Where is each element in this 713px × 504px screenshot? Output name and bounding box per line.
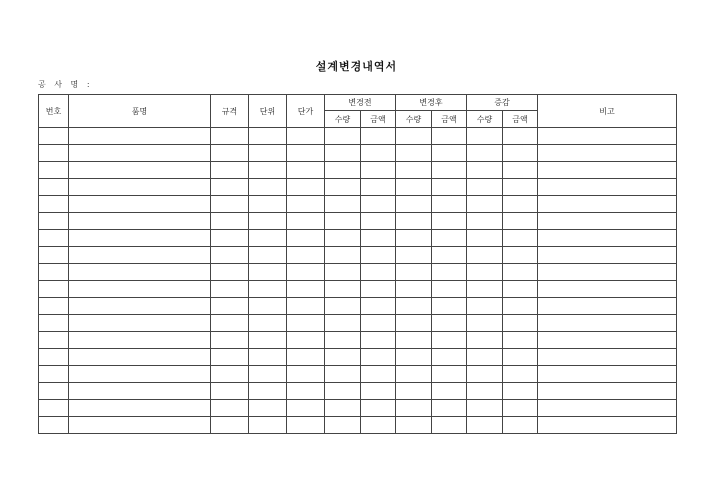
cell-spec — [211, 264, 249, 281]
table-row — [39, 264, 677, 281]
cell-before-quantity — [325, 264, 361, 281]
cell-before-quantity — [325, 128, 361, 145]
header-remarks: 비고 — [538, 95, 677, 128]
cell-after-quantity — [396, 196, 432, 213]
cell-unit — [249, 230, 287, 247]
cell-unit — [249, 196, 287, 213]
cell-spec — [211, 281, 249, 298]
table-row — [39, 417, 677, 434]
table-row — [39, 349, 677, 366]
cell-diff-quantity — [467, 247, 503, 264]
cell-unit — [249, 213, 287, 230]
cell-spec — [211, 128, 249, 145]
cell-before-quantity — [325, 298, 361, 315]
cell-after-quantity — [396, 417, 432, 434]
cell-after-quantity — [396, 400, 432, 417]
cell-unit-price — [287, 213, 325, 230]
cell-diff-amount — [503, 332, 538, 349]
header-after-change: 변경후 — [396, 95, 467, 111]
cell-after-quantity — [396, 128, 432, 145]
cell-before-quantity — [325, 281, 361, 298]
cell-unit-price — [287, 366, 325, 383]
cell-diff-amount — [503, 315, 538, 332]
cell-diff-amount — [503, 145, 538, 162]
cell-after-amount — [432, 400, 467, 417]
header-increase-decrease: 증감 — [467, 95, 538, 111]
cell-unit-price — [287, 281, 325, 298]
header-before-amount: 금액 — [361, 111, 396, 128]
cell-remarks — [538, 281, 677, 298]
cell-diff-quantity — [467, 264, 503, 281]
cell-diff-amount — [503, 179, 538, 196]
cell-before-amount — [361, 264, 396, 281]
cell-after-quantity — [396, 145, 432, 162]
cell-remarks — [538, 349, 677, 366]
cell-before-amount — [361, 145, 396, 162]
cell-no — [39, 196, 69, 213]
cell-remarks — [538, 128, 677, 145]
table-row — [39, 196, 677, 213]
cell-before-amount — [361, 332, 396, 349]
cell-diff-amount — [503, 400, 538, 417]
cell-no — [39, 366, 69, 383]
header-unit: 단위 — [249, 95, 287, 128]
cell-item-name — [69, 315, 211, 332]
cell-after-quantity — [396, 281, 432, 298]
cell-after-quantity — [396, 247, 432, 264]
cell-spec — [211, 230, 249, 247]
cell-before-quantity — [325, 366, 361, 383]
cell-no — [39, 145, 69, 162]
cell-spec — [211, 349, 249, 366]
cell-unit — [249, 179, 287, 196]
table-row — [39, 400, 677, 417]
cell-diff-amount — [503, 230, 538, 247]
cell-after-amount — [432, 383, 467, 400]
cell-no — [39, 247, 69, 264]
table-row — [39, 230, 677, 247]
cell-remarks — [538, 179, 677, 196]
cell-diff-amount — [503, 264, 538, 281]
cell-after-amount — [432, 264, 467, 281]
cell-before-amount — [361, 417, 396, 434]
cell-unit — [249, 417, 287, 434]
cell-item-name — [69, 264, 211, 281]
cell-unit — [249, 264, 287, 281]
cell-before-quantity — [325, 349, 361, 366]
cell-unit-price — [287, 264, 325, 281]
cell-item-name — [69, 162, 211, 179]
table-row — [39, 281, 677, 298]
cell-after-quantity — [396, 162, 432, 179]
cell-remarks — [538, 417, 677, 434]
project-name-label: 공 사 명 : — [38, 80, 93, 89]
cell-diff-amount — [503, 298, 538, 315]
cell-remarks — [538, 366, 677, 383]
cell-after-amount — [432, 196, 467, 213]
cell-unit-price — [287, 128, 325, 145]
cell-before-amount — [361, 281, 396, 298]
cell-spec — [211, 162, 249, 179]
document-title: 설계변경내역서 — [315, 60, 398, 73]
cell-after-amount — [432, 298, 467, 315]
cell-spec — [211, 196, 249, 213]
cell-after-quantity — [396, 213, 432, 230]
cell-no — [39, 230, 69, 247]
cell-diff-quantity — [467, 213, 503, 230]
cell-before-quantity — [325, 162, 361, 179]
cell-item-name — [69, 400, 211, 417]
cell-unit-price — [287, 383, 325, 400]
cell-diff-quantity — [467, 349, 503, 366]
cell-unit — [249, 383, 287, 400]
header-before-quantity: 수량 — [325, 111, 361, 128]
cell-before-quantity — [325, 383, 361, 400]
header-diff-amount: 금액 — [503, 111, 538, 128]
cell-item-name — [69, 417, 211, 434]
cell-unit — [249, 400, 287, 417]
cell-unit-price — [287, 179, 325, 196]
cell-remarks — [538, 383, 677, 400]
table-row — [39, 366, 677, 383]
header-item-name: 품명 — [69, 95, 211, 128]
cell-remarks — [538, 400, 677, 417]
cell-no — [39, 128, 69, 145]
cell-before-amount — [361, 179, 396, 196]
cell-after-amount — [432, 247, 467, 264]
cell-after-amount — [432, 230, 467, 247]
cell-unit — [249, 281, 287, 298]
cell-diff-quantity — [467, 366, 503, 383]
cell-unit-price — [287, 349, 325, 366]
table-body — [39, 128, 677, 434]
table-row — [39, 145, 677, 162]
cell-item-name — [69, 230, 211, 247]
cell-no — [39, 179, 69, 196]
cell-no — [39, 349, 69, 366]
cell-diff-amount — [503, 417, 538, 434]
header-spec: 규격 — [211, 95, 249, 128]
cell-remarks — [538, 213, 677, 230]
cell-diff-amount — [503, 196, 538, 213]
cell-before-amount — [361, 400, 396, 417]
cell-diff-amount — [503, 281, 538, 298]
cell-no — [39, 162, 69, 179]
header-diff-quantity: 수량 — [467, 111, 503, 128]
table-row — [39, 332, 677, 349]
cell-item-name — [69, 145, 211, 162]
cell-after-quantity — [396, 366, 432, 383]
cell-diff-quantity — [467, 315, 503, 332]
cell-unit — [249, 332, 287, 349]
cell-after-amount — [432, 145, 467, 162]
header-before-change: 변경전 — [325, 95, 396, 111]
cell-diff-quantity — [467, 162, 503, 179]
cell-diff-quantity — [467, 230, 503, 247]
cell-after-amount — [432, 315, 467, 332]
cell-after-amount — [432, 281, 467, 298]
cell-before-quantity — [325, 213, 361, 230]
table-row — [39, 162, 677, 179]
cell-remarks — [538, 162, 677, 179]
cell-before-amount — [361, 349, 396, 366]
cell-after-quantity — [396, 298, 432, 315]
cell-diff-quantity — [467, 298, 503, 315]
cell-after-amount — [432, 128, 467, 145]
cell-remarks — [538, 332, 677, 349]
cell-unit-price — [287, 417, 325, 434]
cell-unit-price — [287, 315, 325, 332]
cell-spec — [211, 417, 249, 434]
cell-before-amount — [361, 298, 396, 315]
header-after-quantity: 수량 — [396, 111, 432, 128]
cell-item-name — [69, 298, 211, 315]
cell-diff-amount — [503, 213, 538, 230]
cell-before-quantity — [325, 247, 361, 264]
cell-diff-amount — [503, 247, 538, 264]
cell-diff-quantity — [467, 383, 503, 400]
cell-before-amount — [361, 128, 396, 145]
cell-after-quantity — [396, 230, 432, 247]
cell-diff-amount — [503, 162, 538, 179]
table-row — [39, 128, 677, 145]
cell-unit — [249, 247, 287, 264]
cell-no — [39, 281, 69, 298]
cell-after-quantity — [396, 179, 432, 196]
table-row — [39, 315, 677, 332]
cell-spec — [211, 332, 249, 349]
cell-before-quantity — [325, 315, 361, 332]
change-details-table — [38, 94, 677, 434]
cell-diff-quantity — [467, 145, 503, 162]
cell-before-amount — [361, 230, 396, 247]
cell-unit-price — [287, 247, 325, 264]
cell-before-amount — [361, 213, 396, 230]
cell-after-amount — [432, 179, 467, 196]
cell-item-name — [69, 349, 211, 366]
header-after-amount: 금액 — [432, 111, 467, 128]
cell-item-name — [69, 247, 211, 264]
cell-after-quantity — [396, 315, 432, 332]
cell-item-name — [69, 383, 211, 400]
header-no: 번호 — [39, 95, 69, 128]
cell-item-name — [69, 179, 211, 196]
cell-after-quantity — [396, 349, 432, 366]
cell-spec — [211, 366, 249, 383]
header-unit-price: 단가 — [287, 95, 325, 128]
cell-spec — [211, 145, 249, 162]
cell-diff-quantity — [467, 400, 503, 417]
cell-item-name — [69, 366, 211, 383]
cell-spec — [211, 213, 249, 230]
cell-unit — [249, 315, 287, 332]
cell-remarks — [538, 264, 677, 281]
cell-spec — [211, 383, 249, 400]
cell-no — [39, 315, 69, 332]
cell-before-quantity — [325, 332, 361, 349]
cell-no — [39, 417, 69, 434]
cell-no — [39, 383, 69, 400]
cell-diff-amount — [503, 128, 538, 145]
cell-before-amount — [361, 247, 396, 264]
cell-remarks — [538, 145, 677, 162]
cell-remarks — [538, 315, 677, 332]
cell-no — [39, 298, 69, 315]
cell-before-amount — [361, 366, 396, 383]
cell-after-amount — [432, 366, 467, 383]
cell-before-amount — [361, 162, 396, 179]
cell-diff-quantity — [467, 281, 503, 298]
table-row — [39, 298, 677, 315]
cell-diff-quantity — [467, 179, 503, 196]
cell-remarks — [538, 196, 677, 213]
cell-before-quantity — [325, 179, 361, 196]
cell-spec — [211, 298, 249, 315]
cell-diff-amount — [503, 366, 538, 383]
cell-before-quantity — [325, 230, 361, 247]
cell-spec — [211, 315, 249, 332]
cell-unit-price — [287, 400, 325, 417]
cell-before-quantity — [325, 417, 361, 434]
cell-item-name — [69, 332, 211, 349]
table-row — [39, 383, 677, 400]
cell-item-name — [69, 281, 211, 298]
cell-diff-quantity — [467, 417, 503, 434]
cell-unit-price — [287, 332, 325, 349]
cell-after-amount — [432, 349, 467, 366]
cell-before-amount — [361, 315, 396, 332]
cell-unit-price — [287, 298, 325, 315]
cell-remarks — [538, 247, 677, 264]
cell-unit-price — [287, 196, 325, 213]
cell-spec — [211, 400, 249, 417]
cell-after-amount — [432, 162, 467, 179]
cell-diff-quantity — [467, 332, 503, 349]
cell-after-quantity — [396, 264, 432, 281]
cell-no — [39, 400, 69, 417]
cell-unit-price — [287, 162, 325, 179]
table-row — [39, 247, 677, 264]
cell-after-amount — [432, 213, 467, 230]
cell-no — [39, 264, 69, 281]
cell-unit-price — [287, 145, 325, 162]
cell-remarks — [538, 230, 677, 247]
cell-before-amount — [361, 383, 396, 400]
cell-remarks — [538, 298, 677, 315]
cell-diff-amount — [503, 349, 538, 366]
cell-item-name — [69, 213, 211, 230]
cell-unit — [249, 366, 287, 383]
cell-unit — [249, 162, 287, 179]
cell-spec — [211, 247, 249, 264]
cell-unit-price — [287, 230, 325, 247]
cell-no — [39, 332, 69, 349]
cell-unit — [249, 128, 287, 145]
cell-unit — [249, 145, 287, 162]
cell-item-name — [69, 196, 211, 213]
cell-before-quantity — [325, 145, 361, 162]
cell-unit — [249, 349, 287, 366]
cell-before-amount — [361, 196, 396, 213]
cell-diff-amount — [503, 383, 538, 400]
cell-after-quantity — [396, 383, 432, 400]
cell-spec — [211, 179, 249, 196]
cell-after-amount — [432, 332, 467, 349]
table-row — [39, 213, 677, 230]
cell-no — [39, 213, 69, 230]
cell-before-quantity — [325, 196, 361, 213]
cell-item-name — [69, 128, 211, 145]
cell-after-quantity — [396, 332, 432, 349]
cell-after-amount — [432, 417, 467, 434]
cell-diff-quantity — [467, 196, 503, 213]
table-row — [39, 179, 677, 196]
cell-unit — [249, 298, 287, 315]
cell-before-quantity — [325, 400, 361, 417]
cell-diff-quantity — [467, 128, 503, 145]
